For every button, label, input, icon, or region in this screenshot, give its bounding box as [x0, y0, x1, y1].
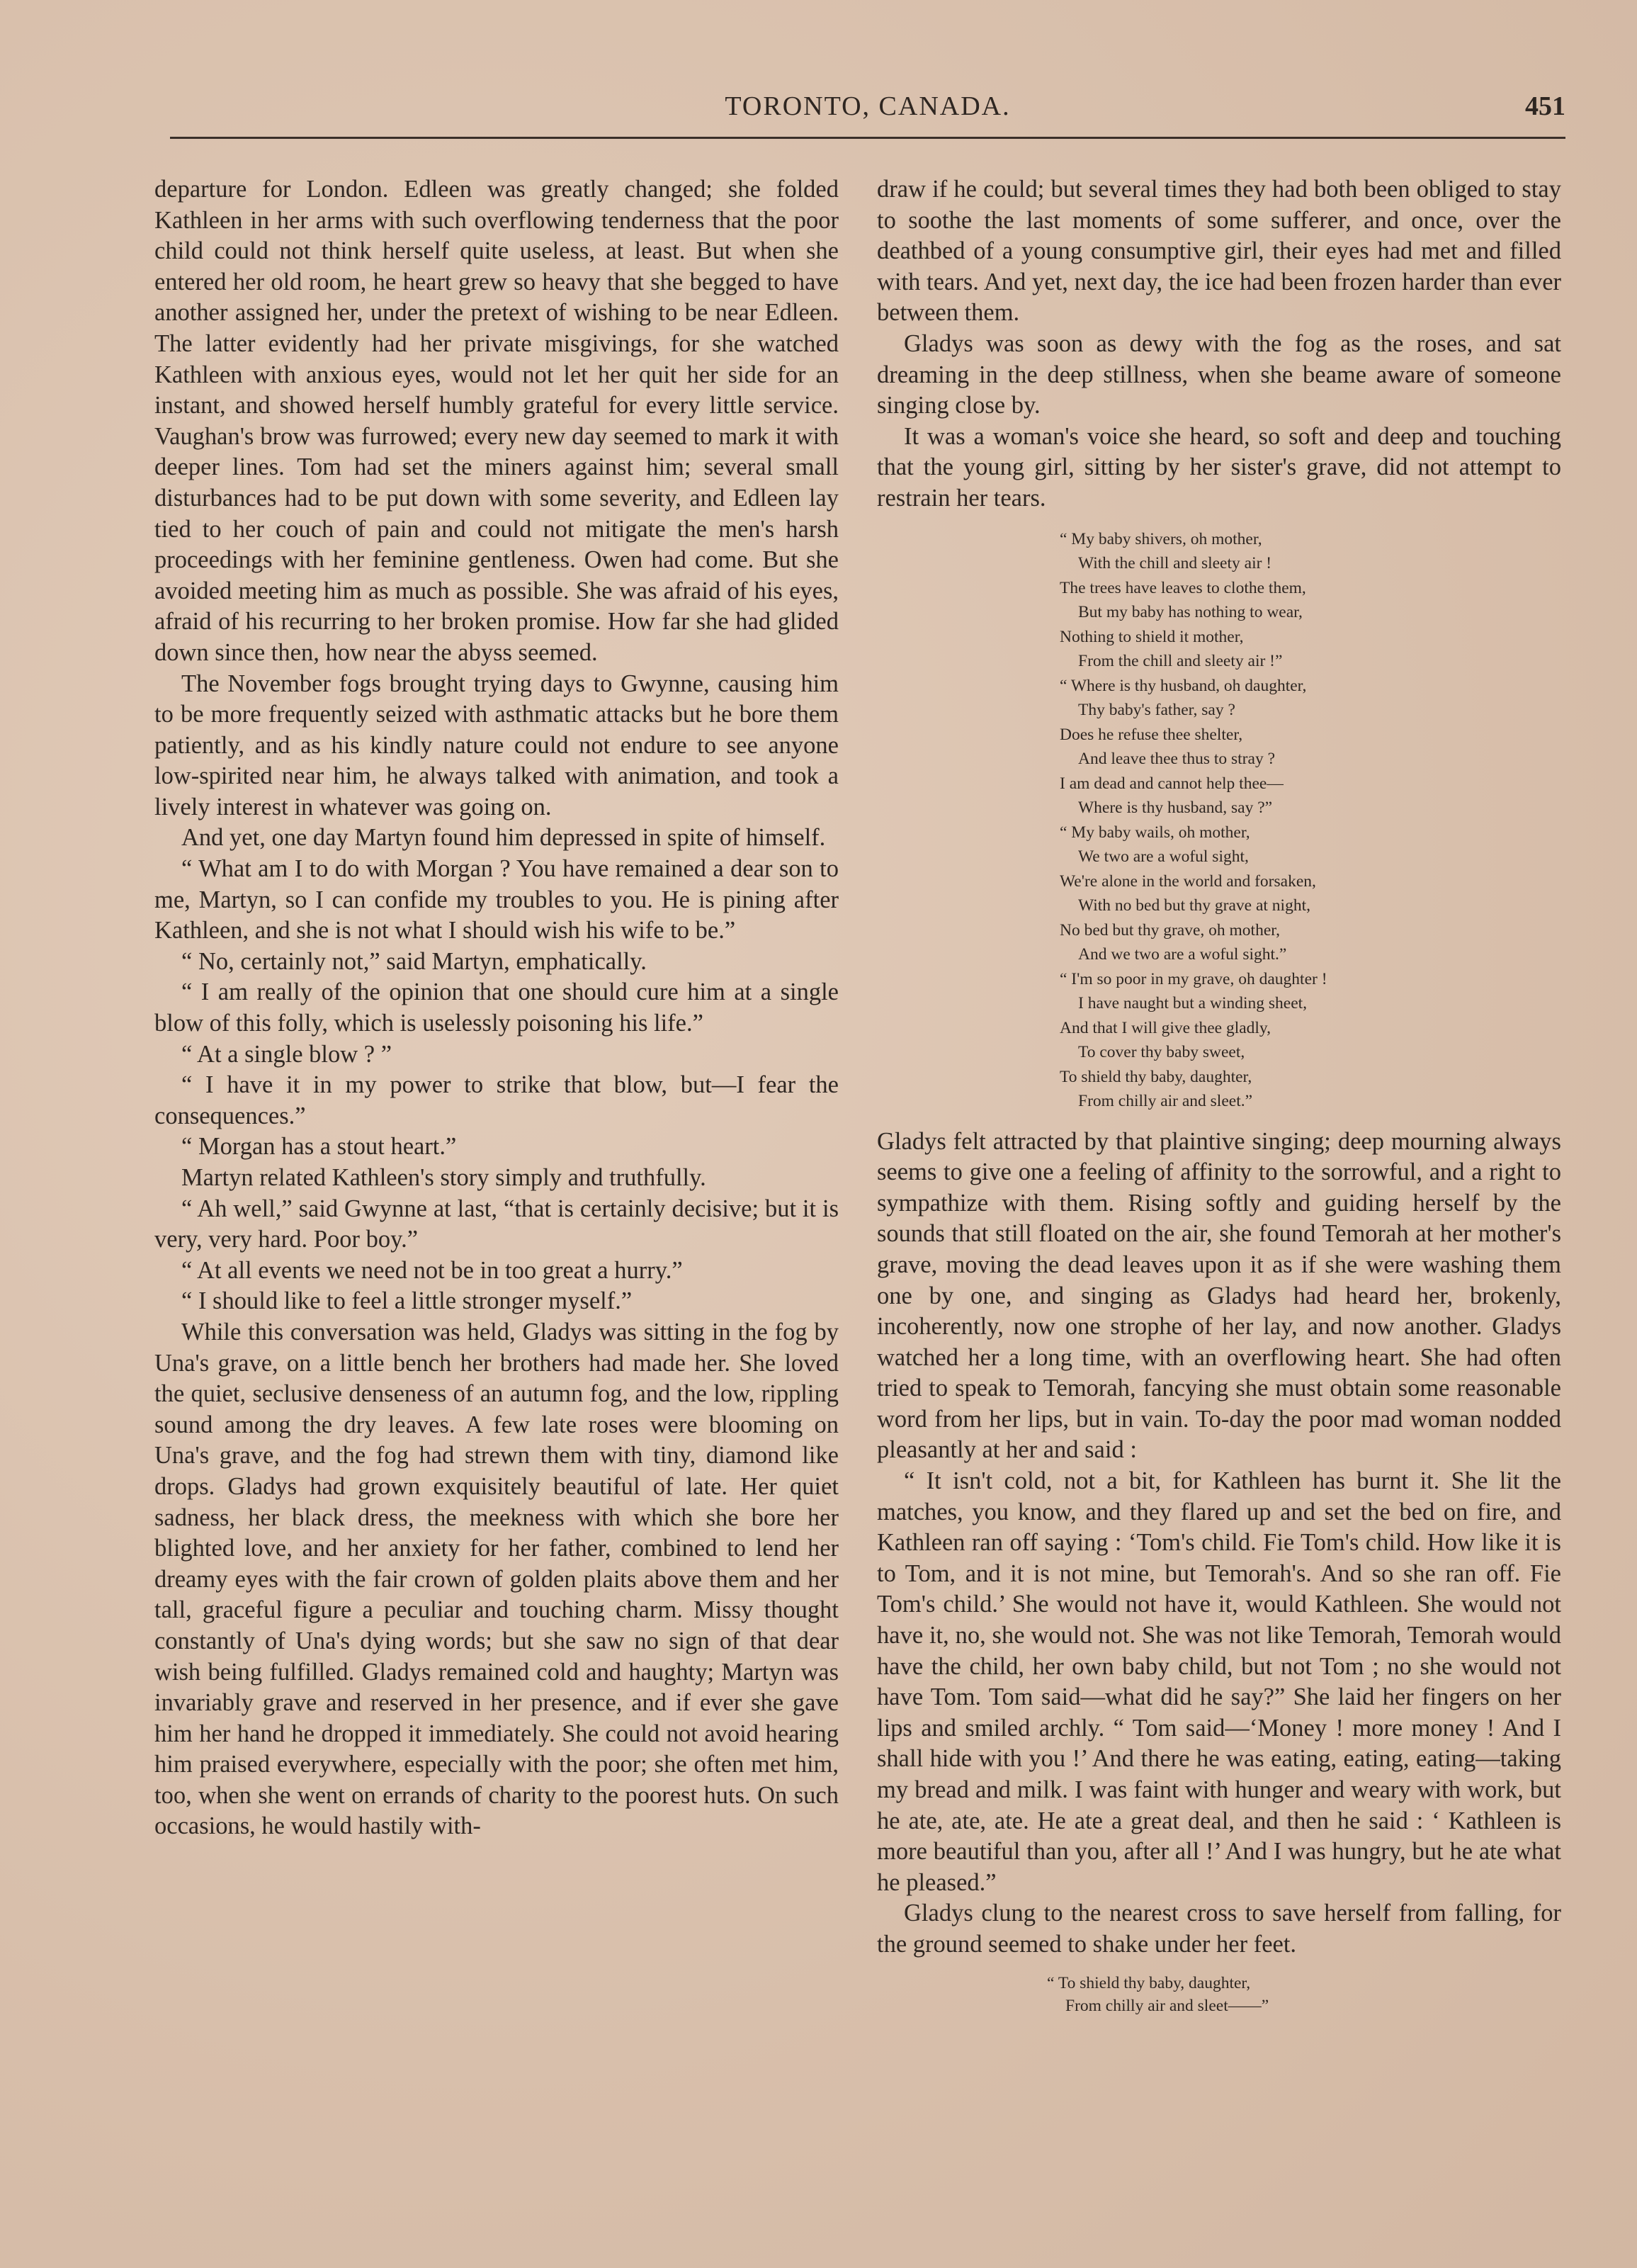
final-verse-line: “ To shield thy baby, daughter,	[1047, 1973, 1251, 1992]
paragraph: “ At all events we need not be in too great a hurry.”	[181, 1256, 683, 1284]
poem-line: I am dead and cannot help thee—	[1060, 774, 1284, 793]
poem-line: “ My baby shivers, oh mother,	[1060, 529, 1262, 548]
poem-line: And leave thee thus to stray ?	[1078, 750, 1275, 769]
poem-line: Nothing to shield it mother,	[1060, 627, 1244, 646]
paragraph: Gladys felt attracted by that plaintive singing; deep mourning always seems to give one a feeling of affinity to the sorrowful, and a right to sympathize with them. Rising softly and guiding herself by the sounds that still floated on the air, she found Temorah at her mother's grave, moving the dead leaves upon it as if she were washing them one by one, and singing as Gladys had heard her, brokenly, incoherently, now one strophe of her lay, and now another. Gladys watched her a long time, with an overflowing heart. She had often tried to speak to Temorah, fancying she must obtain some reasonable word from her lips, but in vain. To-day the poor mad woman nodded pleasantly at her and said :	[877, 1127, 1561, 1464]
poem	[1060, 527, 1561, 1114]
final-verse-line: From chilly air and sleet——”	[1065, 1996, 1269, 2015]
poem-line: But my baby has nothing to wear,	[1078, 603, 1303, 622]
poem-line: From chilly air and sleet.”	[1078, 1092, 1253, 1111]
paragraph: The November fogs brought trying days to Gwynne, causing him to be more frequently seized with asthmatic attacks but he bore them patiently, and as his kindly nature could not endure to see anyone low-spirited near him, he always talked with animation, and took a lively interest in whatever was going on.	[154, 670, 839, 820]
paragraph: It was a woman's voice she heard, so soft and deep and touching that the young girl, sitting by her sister's grave, did not attempt to restrain her tears.	[877, 422, 1561, 512]
paragraph: “ I am really of the opinion that one should cure him at a single blow of this folly, which is uselessly poisoning his life.”	[154, 978, 839, 1037]
poem-line: We two are a woful sight,	[1078, 847, 1249, 867]
page-number: 451	[1525, 91, 1565, 121]
poem-line: “ I'm so poor in my grave, oh daughter !	[1060, 969, 1327, 988]
poem-line: Does he refuse thee shelter,	[1060, 725, 1243, 744]
right-column	[877, 174, 1561, 2017]
poem-line: To cover thy baby sweet,	[1078, 1043, 1245, 1062]
paragraph: And yet, one day Martyn found him depressed in spite of himself.	[181, 824, 826, 852]
right-column-top	[877, 174, 1561, 514]
paragraph: While this conversation was held, Gladys was sitting in the fog by Una's grave, on a little bench her brothers had made her. She loved the quiet, seclusive denseness of an autumn fog, and the low, rippling sound among the dry leaves. A few late roses were blooming on Una's grave, and the fog had strewn them with tiny, diamond like drops. Gladys had grown exquisitely beautiful of late. Her quiet sadness, her black dress, the meekness with which she bore her blighted love, and her anxiety for her father, combined to lend her dreamy eyes with the fair crown of golden plaits above them and her tall, graceful figure a peculiar and touching charm. Missy thought constantly of Una's dying words; but she saw no sign of that dear wish being fulfilled. Gladys remained cold and haughty; Martyn was invariably grave and reserved in her presence, and if ever she gave him her hand he dropped it immediately. She could not avoid hearing him praised everywhere, especially with the poor; she often met him, too, when she went on errands of charity to the poorest huts. On such occasions, he would hastily with-	[154, 1318, 839, 1840]
left-column	[154, 174, 839, 1842]
poem-line: And that I will give thee gladly,	[1060, 1018, 1271, 1037]
paragraph: Martyn related Kathleen's story simply and truthfully.	[181, 1164, 706, 1191]
paragraph: “ I should like to feel a little stronger myself.”	[181, 1287, 633, 1315]
right-column-bottom	[877, 1127, 1561, 1960]
poem-line: We're alone in the world and forsaken,	[1060, 871, 1316, 891]
poem-line: With the chill and sleety air !	[1078, 554, 1272, 573]
poem-stanza	[1060, 674, 1561, 820]
poem-stanza	[1060, 967, 1561, 1114]
running-head: TORONTO, CANADA.	[725, 91, 1011, 121]
paragraph: draw if he could; but several times they had both been obliged to stay to soothe the last moments of some sufferer, and once, over the deathbed of a young consumptive girl, their eyes had met and filled with tears. And yet, next day, the ice had been frozen harder than ever between them.	[877, 176, 1561, 327]
final-verse	[1047, 1972, 1561, 2017]
paragraph: “ At a single blow ? ”	[181, 1040, 392, 1068]
poem-line: I have naught but a winding sheet,	[1078, 994, 1308, 1013]
poem-line: And we two are a woful sight.”	[1078, 945, 1287, 964]
header-rule	[170, 137, 1565, 139]
paragraph: “ What am I to do with Morgan ? You have remained a dear son to me, Martyn, so I can confide my troubles to you. He is pining after Kathleen, and she is not what I should wish his wife to be.”	[154, 855, 839, 944]
paragraph: “ No, certainly not,” said Martyn, emphatically.	[181, 947, 647, 975]
paragraph: Gladys was soon as dewy with the fog as the roses, and sat dreaming in the deep stillness, when she beame aware of someone singing close by.	[877, 329, 1561, 419]
paragraph: “ It isn't cold, not a bit, for Kathleen has burnt it. She lit the matches, you know, and they flared up and set the bed on fire, and Kathleen ran off saying : ‘Tom's child. Fie Tom's child. How like it is to Tom, and it is not mine, but Temorah's. And so she ran off. Fie Tom's child.’ She would not have it, would Kathleen. She would not have it, no, she would not. She was not like Temorah, Temorah would have the child, her own baby child, but not Tom ; no she would not have Tom. Tom said—what did he say?” She laid her fingers on her lips and smiled archly. “ Tom said—‘Money ! more money ! And I shall hide with you !’ And there he was eating, eating, eating—taking my bread and milk. I was faint with hunger and weary with work, but he ate, ate, ate. He ate a great deal, and then he said : ‘ Kathleen is more beautiful than you, after all !’ And I was hungry, but he ate what he pleased.”	[877, 1467, 1561, 1896]
paragraph: “ I have it in my power to strike that blow, but—I fear the consequences.”	[154, 1071, 839, 1129]
poem-line: With no bed but thy grave at night,	[1078, 896, 1310, 915]
poem-stanza	[1060, 527, 1561, 674]
poem-line: “ Where is thy husband, oh daughter,	[1060, 676, 1307, 695]
paragraph: departure for London. Edleen was greatly changed; she folded Kathleen in her arms with such overflowing tenderness that the poor child could not think herself quite useless, at least. But when she entered her old room, he heart grew so heavy that she begged to have another assigned her, under the pretext of wishing to be near Edleen. The latter evidently had her private misgivings, for she watched Kathleen with anxious eyes, would not let her quit her side for an instant, and showed herself humbly grateful for every little service. Vaughan's brow was furrowed; every new day seemed to mark it with deeper lines. Tom had set the miners against him; several small disturbances had to be put down with some severity, and Edleen lay tied to her couch of pain and could not mitigate the men's harsh proceedings with her feminine gentleness. Owen had come. But she avoided meeting him as much as possible. She was afraid of his eyes, afraid of his recurring to her broken promise. How far she had glided down since then, how near the abyss seemed.	[154, 176, 839, 666]
poem-stanza	[1060, 820, 1561, 967]
paragraph: “ Morgan has a stout heart.”	[181, 1133, 457, 1161]
poem-line: To shield thy baby, daughter,	[1060, 1067, 1252, 1086]
poem-line: No bed but thy grave, oh mother,	[1060, 920, 1281, 940]
poem-line: The trees have leaves to clothe them,	[1060, 578, 1306, 597]
poem-line: Thy baby's father, say ?	[1078, 701, 1235, 720]
poem-line: From the chill and sleety air !”	[1078, 652, 1283, 671]
paragraph: Gladys clung to the nearest cross to save herself from falling, for the ground seemed to shake under her feet.	[877, 1900, 1561, 1958]
poem-line: Where is thy husband, say ?”	[1078, 799, 1273, 818]
page-header	[170, 85, 1565, 128]
paragraph: “ Ah well,” said Gwynne at last, “that is certainly decisive; but it is very, very hard. Poor boy.”	[154, 1195, 839, 1253]
poem-line: “ My baby wails, oh mother,	[1060, 823, 1250, 842]
